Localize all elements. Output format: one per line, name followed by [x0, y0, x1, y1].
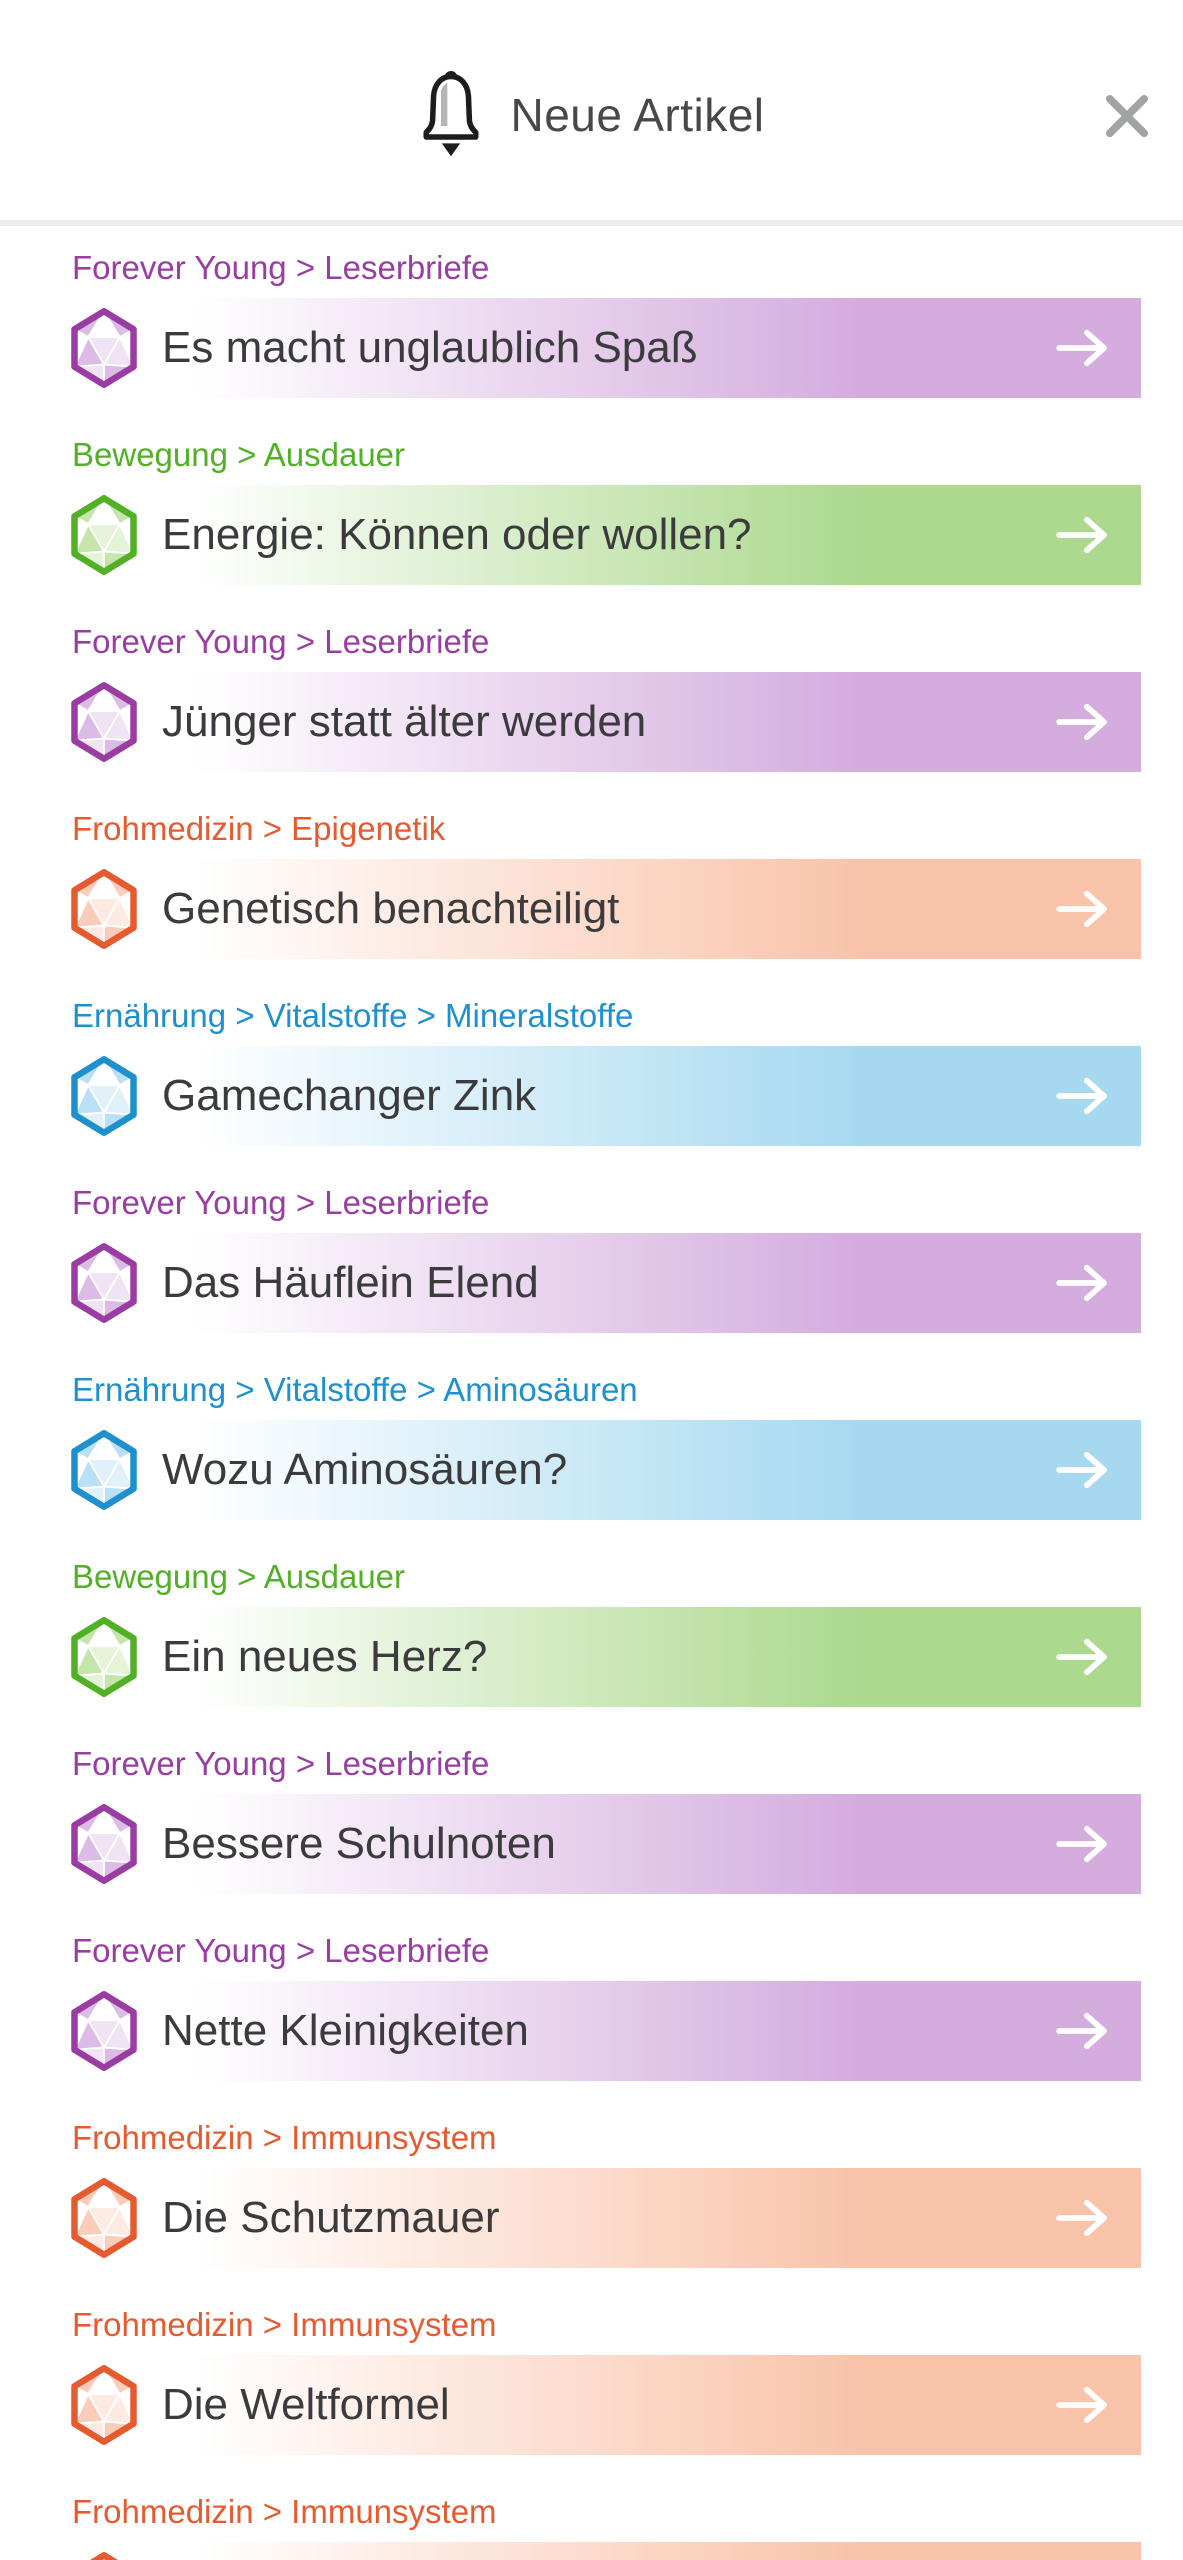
article-row: [0, 1046, 1183, 1146]
article-breadcrumb: Frohmedizin > Epigenetik: [72, 810, 446, 847]
header-title-group: [418, 58, 764, 162]
article-breadcrumb: Forever Young > Leserbriefe: [72, 249, 490, 286]
article-bar[interactable]: [144, 1607, 1141, 1707]
article-breadcrumb: Bewegung > Ausdauer: [72, 1558, 406, 1595]
arrow-right-icon: [1055, 2010, 1113, 2052]
article-breadcrumb: Bewegung > Ausdauer: [72, 436, 406, 473]
article-breadcrumb: Ernährung > Vitalstoffe > Aminosäuren: [72, 1371, 638, 1408]
article-title: Wozu Aminosäuren?: [162, 1445, 568, 1494]
article-item: [0, 248, 1183, 398]
article-category-gem-icon: [68, 308, 140, 388]
article-category-gem-icon: [68, 1056, 140, 1136]
header: [0, 0, 1183, 220]
article-row: [0, 672, 1183, 772]
article-title: Nette Kleinigkeiten: [162, 2006, 529, 2055]
article-bar[interactable]: [144, 859, 1141, 959]
bell-icon: [418, 68, 484, 162]
article-category-gem-icon: [68, 2365, 140, 2445]
article-bar[interactable]: [144, 2355, 1141, 2455]
article-breadcrumb: Forever Young > Leserbriefe: [72, 623, 490, 660]
article-item: [0, 809, 1183, 959]
article-item: [0, 2305, 1183, 2455]
article-category-gem-icon: [68, 869, 140, 949]
article-row: [0, 2168, 1183, 2268]
article-category-gem-icon: [68, 682, 140, 762]
arrow-right-icon: [1055, 1823, 1113, 1865]
arrow-right-icon: [1055, 327, 1113, 369]
article-item: [0, 2492, 1183, 2560]
article-title: Es macht unglaublich Spaß: [162, 323, 698, 372]
article-row: [0, 1607, 1183, 1707]
article-bar[interactable]: [144, 1420, 1141, 1520]
arrow-right-icon: [1055, 1262, 1113, 1304]
arrow-right-icon: [1055, 1636, 1113, 1678]
article-title: Bessere Schulnoten: [162, 1819, 556, 1868]
article-bar[interactable]: [144, 2542, 1141, 2560]
arrow-right-icon: [1055, 514, 1113, 556]
article-bar[interactable]: [144, 1233, 1141, 1333]
article-breadcrumb: Frohmedizin > Immunsystem: [72, 2493, 497, 2530]
article-bar[interactable]: [144, 298, 1141, 398]
article-title: Ein neues Herz?: [162, 1632, 488, 1681]
article-title: Energie: Können oder wollen?: [162, 510, 752, 559]
article-bar[interactable]: [144, 1794, 1141, 1894]
article-breadcrumb: Forever Young > Leserbriefe: [72, 1184, 490, 1221]
article-bar[interactable]: [144, 1046, 1141, 1146]
header-divider: [0, 220, 1183, 226]
article-item: [0, 1370, 1183, 1520]
article-breadcrumb: Frohmedizin > Immunsystem: [72, 2306, 497, 2343]
article-category-gem-icon: [68, 495, 140, 575]
article-category-gem-icon: [68, 1804, 140, 1884]
article-category-gem-icon: [68, 1243, 140, 1323]
article-title: Die Schutzmauer: [162, 2193, 500, 2242]
arrow-right-icon: [1055, 2384, 1113, 2426]
article-title: Gamechanger Zink: [162, 1071, 537, 1120]
article-item: [0, 996, 1183, 1146]
article-breadcrumb: Ernährung > Vitalstoffe > Mineralstoffe: [72, 997, 634, 1034]
article-list: [0, 248, 1183, 2560]
article-row: [0, 485, 1183, 585]
article-category-gem-icon: [68, 1991, 140, 2071]
article-breadcrumb: Forever Young > Leserbriefe: [72, 1932, 490, 1969]
article-item: [0, 1744, 1183, 1894]
article-item: [0, 1557, 1183, 1707]
article-category-gem-icon: [68, 2552, 140, 2560]
article-item: [0, 1183, 1183, 1333]
article-row: [0, 859, 1183, 959]
arrow-right-icon: [1055, 1449, 1113, 1491]
article-row: [0, 1981, 1183, 2081]
article-bar[interactable]: [144, 485, 1141, 585]
article-bar[interactable]: [144, 1981, 1141, 2081]
close-icon: [1103, 94, 1151, 140]
article-category-gem-icon: [68, 1430, 140, 1510]
article-category-gem-icon: [68, 2178, 140, 2258]
article-row: [0, 1233, 1183, 1333]
article-title: Genetisch benachteiligt: [162, 884, 620, 933]
arrow-right-icon: [1055, 701, 1113, 743]
article-bar[interactable]: [144, 2168, 1141, 2268]
arrow-right-icon: [1055, 888, 1113, 930]
arrow-right-icon: [1055, 1075, 1113, 1117]
article-title: Die Weltformel: [162, 2380, 450, 2429]
article-title: Das Häuflein Elend: [162, 1258, 539, 1307]
article-item: [0, 622, 1183, 772]
article-row: [0, 298, 1183, 398]
article-category-gem-icon: [68, 1617, 140, 1697]
article-item: [0, 1931, 1183, 2081]
article-row: [0, 2542, 1183, 2560]
article-row: [0, 1420, 1183, 1520]
article-row: [0, 2355, 1183, 2455]
article-title: Jünger statt älter werden: [162, 697, 647, 746]
article-item: [0, 435, 1183, 585]
article-row: [0, 1794, 1183, 1894]
article-item: [0, 2118, 1183, 2268]
article-breadcrumb: Forever Young > Leserbriefe: [72, 1745, 490, 1782]
arrow-right-icon: [1055, 2197, 1113, 2239]
article-bar[interactable]: [144, 672, 1141, 772]
page-title: Neue Artikel: [510, 89, 765, 141]
article-breadcrumb: Frohmedizin > Immunsystem: [72, 2119, 497, 2156]
close-button[interactable]: [1101, 92, 1153, 144]
